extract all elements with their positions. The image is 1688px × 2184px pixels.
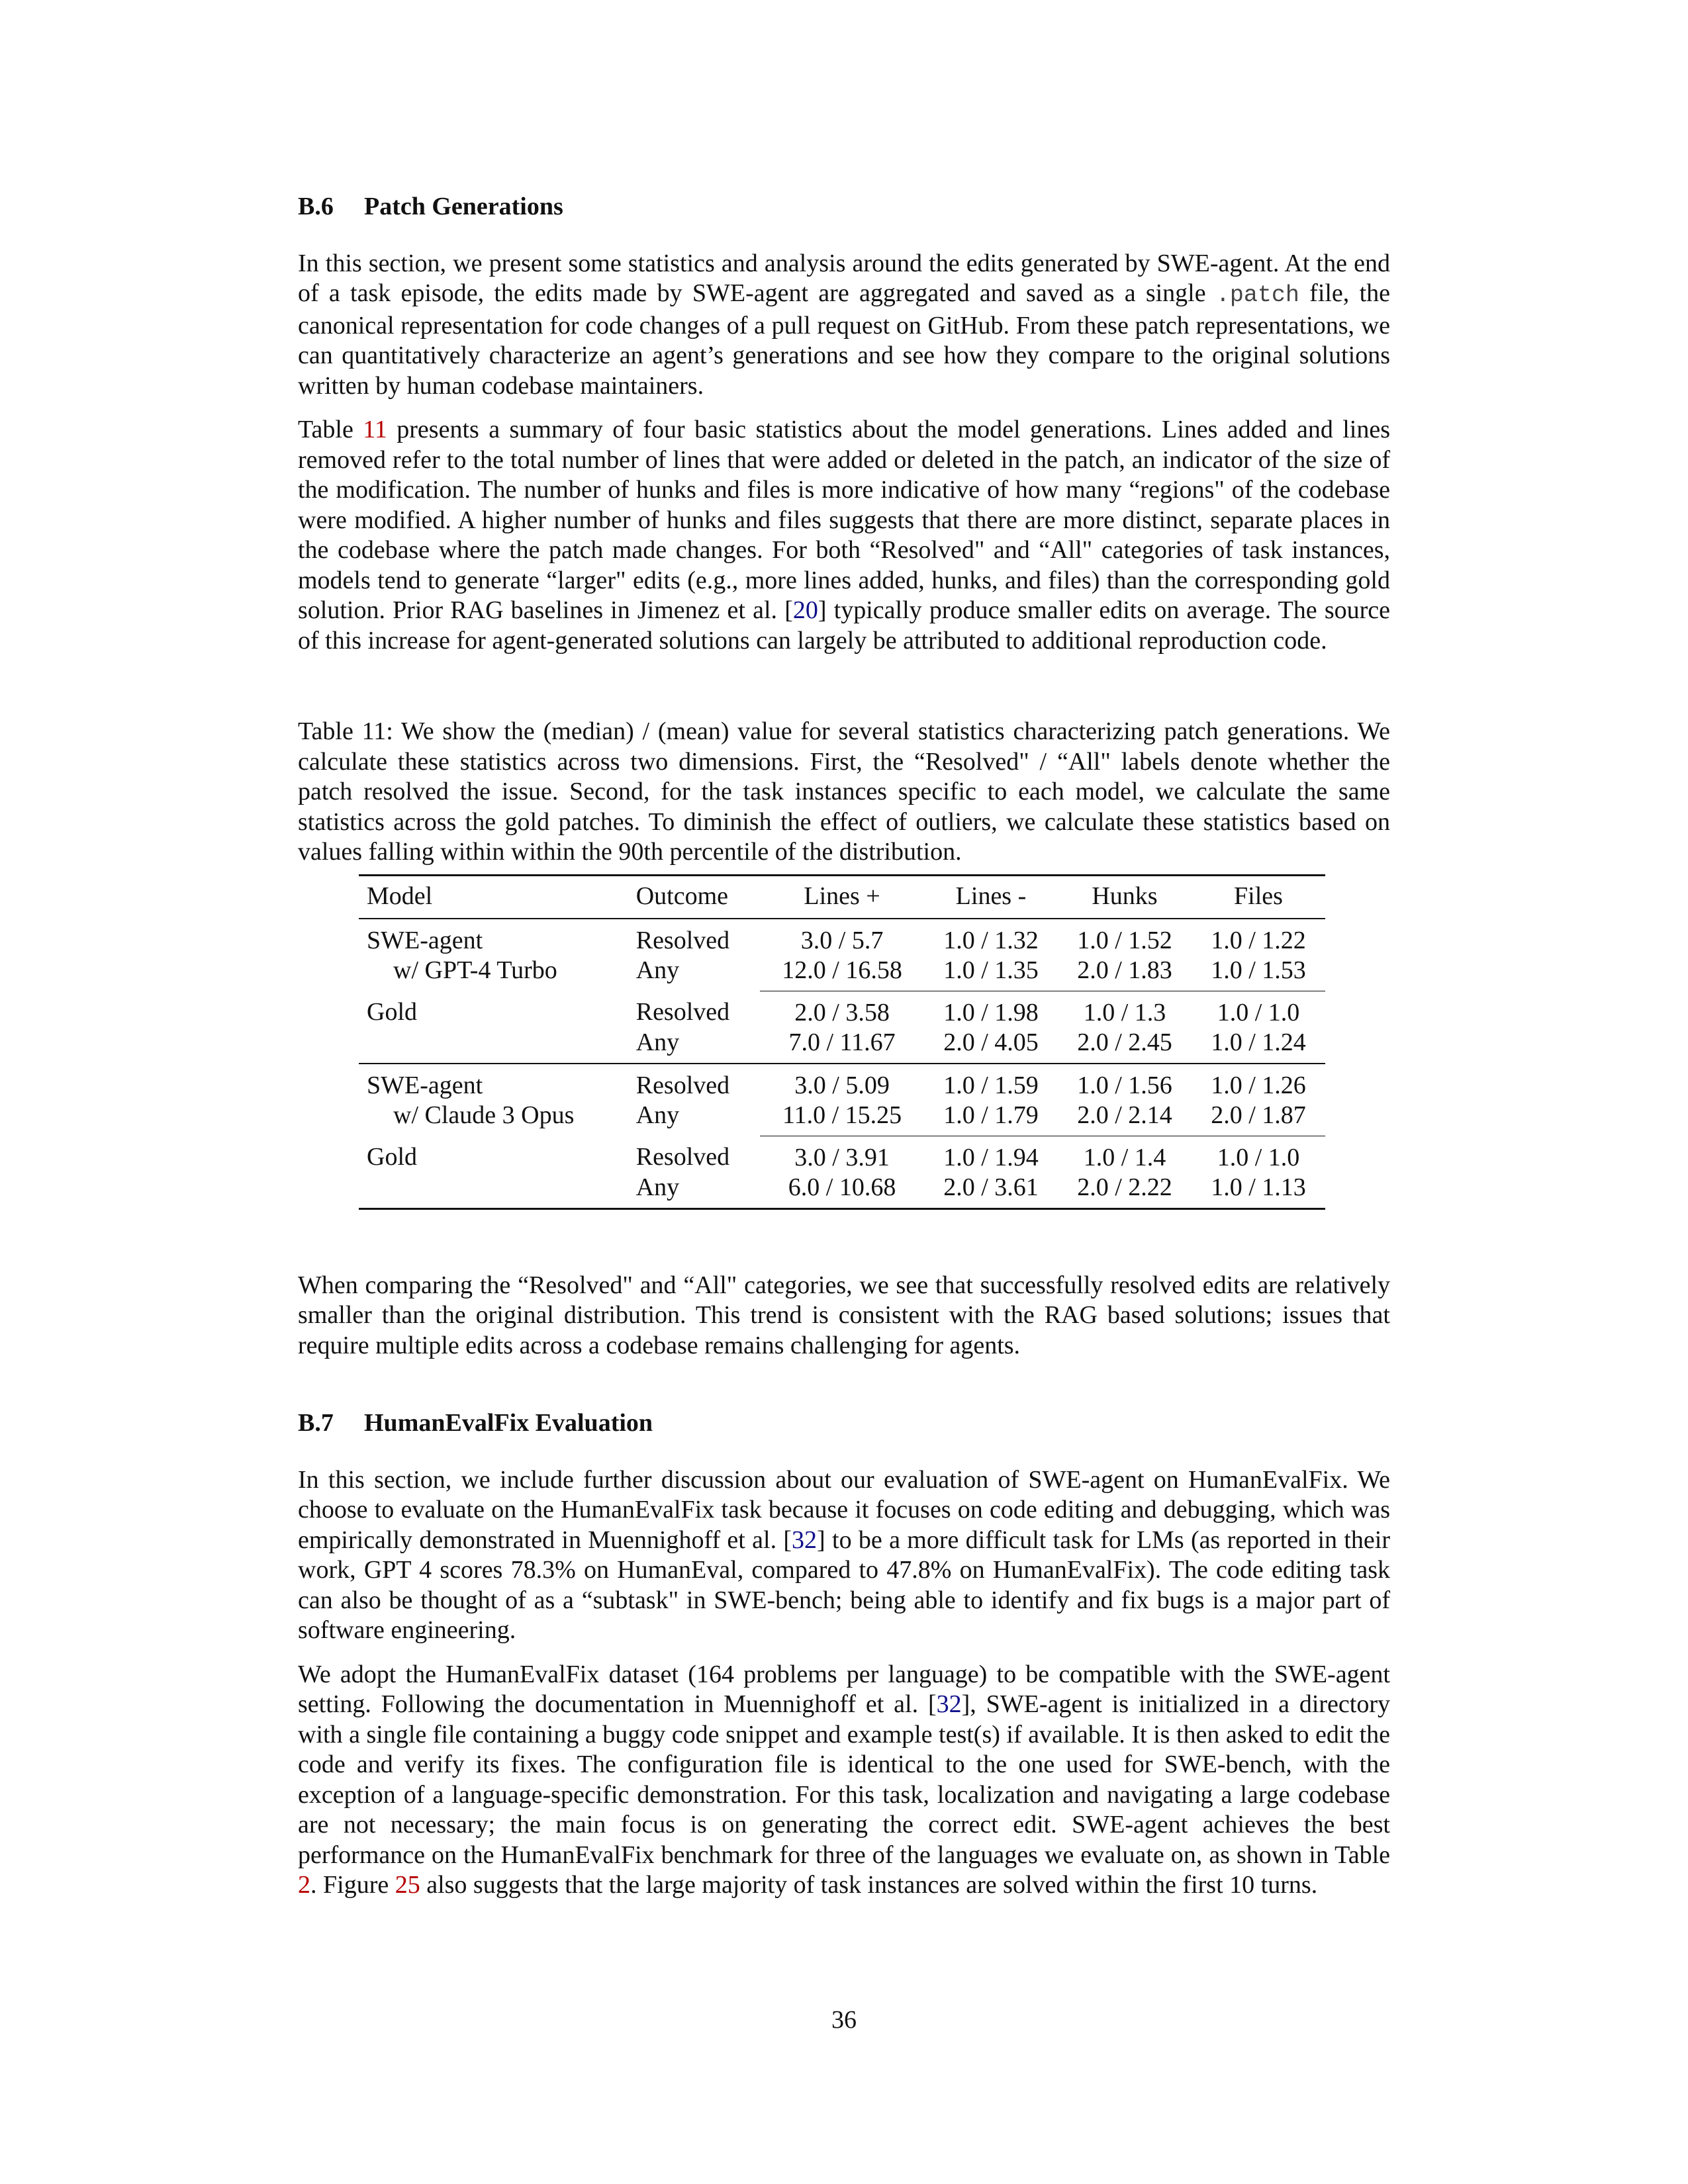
value-cell: 1.0 / 1.13 xyxy=(1211,1173,1306,1201)
value-cell: 1.0 / 1.94 xyxy=(943,1143,1039,1171)
citation-link[interactable]: 20 xyxy=(792,596,818,624)
value-cell: 2.0 / 2.45 xyxy=(1058,1028,1192,1064)
outcome-cell: Resolved xyxy=(635,1071,730,1099)
column-header: Lines + xyxy=(760,875,924,919)
results-table xyxy=(359,874,1325,1210)
model-cell xyxy=(359,1101,628,1136)
text-run: ], SWE-agent is initialized in a directory with a single file containing a buggy code snippet and example test(s) if available. It is then asked to edit the code and verify its fixes. The configuration file is identical to the one used for SWE-bench, with the exception of a language-specific demonstration. For this task, localization and navigating a large codebase are not necessary; the main focus is on generating the correct edit. SWE-agent achieves the best performance on the HumanEvalFix benchmark for three of the languages we evaluate on, as shown in Table xyxy=(298,1690,1390,1869)
value-cell: 2.0 / 3.61 xyxy=(943,1173,1039,1201)
value-cell: 1.0 / 1.24 xyxy=(1192,1028,1325,1064)
value-cell: 1.0 / 1.0 xyxy=(1217,1143,1300,1171)
outcome-cell: Any xyxy=(628,1028,760,1064)
value-cell: 1.0 / 1.3 xyxy=(1083,998,1166,1026)
column-header: Model xyxy=(359,875,628,919)
value-cell: 2.0 / 3.58 xyxy=(794,998,890,1026)
value-cell: 6.0 / 10.68 xyxy=(788,1173,896,1201)
text-run: . Figure xyxy=(310,1871,395,1899)
paragraph xyxy=(298,1660,1390,1901)
value-cell: 1.0 / 1.53 xyxy=(1192,956,1325,991)
value-cell: 12.0 / 16.58 xyxy=(760,956,924,991)
table-header-row xyxy=(359,875,1325,919)
paragraph xyxy=(298,415,1390,656)
text-run: ] typically produce smaller edits on average. The source of this increase for agent-generated solutions can largely be attributed to additional reproduction code. xyxy=(298,596,1391,655)
text-run: In this section, we present some statistics and analysis around the edits generated by SWE-agent. At the end of a task episode, the edits made by SWE-agent are aggregated and saved as a single xyxy=(298,249,1390,307)
table-reference-link[interactable]: 11 xyxy=(363,416,387,443)
section-number: B.6 xyxy=(298,193,334,220)
paragraph xyxy=(298,1465,1390,1646)
value-cell: 2.0 / 2.22 xyxy=(1077,1173,1172,1201)
value-cell: 3.0 / 5.09 xyxy=(794,1071,890,1099)
outcome-cell: Resolved xyxy=(635,1143,730,1171)
column-header: Files xyxy=(1192,875,1325,919)
model-cell: SWE-agent xyxy=(367,926,483,954)
inline-code: .patch xyxy=(1215,282,1299,308)
value-cell: 1.0 / 1.35 xyxy=(924,956,1058,991)
outcome-cell: Resolved xyxy=(635,926,730,954)
text-run: presents a summary of four basic statistics about the model generations. Lines added and lines removed refer to the total number of lines that were added or deleted in the patch, an indicator of the size of the modification. The number of hunks and files is more indicative of how many “regions" of the codebase were modified. A higher number of hunks and files suggests that there are more distinct, separate places in the codebase where the patch made changes. For both “Resolved" and “All" categories of task instances, models tend to generate “larger" edits (e.g., more lines added, hunks, and files) than the corresponding gold solution. Prior RAG baselines in Jimenez et al. [ xyxy=(298,416,1390,624)
value-cell: 2.0 / 1.87 xyxy=(1192,1101,1325,1136)
value-cell: 1.0 / 1.32 xyxy=(943,926,1039,954)
section-title: Patch Generations xyxy=(364,193,563,220)
figure-reference-link[interactable]: 25 xyxy=(395,1871,420,1899)
value-cell: 2.0 / 4.05 xyxy=(924,1028,1058,1064)
page-number: 36 xyxy=(831,2006,857,2034)
text-run: In this section, we include further discussion about our evaluation of SWE-agent on HumanEvalFix. We choose to evaluate on the HumanEvalFix task because it focuses on code editing and debugging, which was empirically demonstrated in Muennighoff et al. [ xyxy=(298,1465,1390,1554)
paragraph: When comparing the “Resolved" and “All" categories, we see that successfully resolved edits are relatively smaller than the original distribution. This trend is consistent with the RAG based solutions; issues that require multiple edits across a codebase remains challenging for agents. xyxy=(298,1271,1390,1359)
paragraph xyxy=(298,249,1390,402)
page-content xyxy=(298,192,1390,1915)
value-cell: 1.0 / 1.52 xyxy=(1077,926,1172,954)
model-cell: SWE-agent xyxy=(367,1071,483,1099)
value-cell: 2.0 / 2.14 xyxy=(1058,1101,1192,1136)
value-cell: 1.0 / 1.26 xyxy=(1211,1071,1306,1099)
section-heading-b7 xyxy=(298,1408,1390,1439)
column-header: Hunks xyxy=(1058,875,1192,919)
value-cell: 3.0 / 5.7 xyxy=(800,926,884,954)
value-cell: 1.0 / 1.0 xyxy=(1217,998,1300,1026)
model-cell xyxy=(359,1028,628,1064)
table-row xyxy=(359,1028,1325,1064)
value-cell: 1.0 / 1.4 xyxy=(1083,1143,1166,1171)
table-row xyxy=(359,1101,1325,1136)
text-run: file, the canonical representation for code changes of a pull request on GitHub. From these patch representations, we can quantitatively characterize an agent’s generations and see how they compare to the original solutions written by human codebase maintainers. xyxy=(298,279,1390,400)
outcome-cell: Resolved xyxy=(635,998,730,1026)
section-number: B.7 xyxy=(298,1409,334,1437)
outcome-cell: Any xyxy=(635,1101,680,1129)
value-cell: 2.0 / 1.83 xyxy=(1058,956,1192,991)
column-header: Lines - xyxy=(924,875,1058,919)
value-cell: 11.0 / 15.25 xyxy=(760,1101,924,1136)
outcome-cell: Any xyxy=(635,956,680,984)
section-title: HumanEvalFix Evaluation xyxy=(364,1409,653,1437)
text-run: Table xyxy=(298,416,363,443)
table-row xyxy=(359,1136,1325,1173)
section-heading-b6 xyxy=(298,192,1390,222)
text-run: ] to be a more difficult task for LMs (as reported in their work, GPT 4 scores 78.3% on HumanEval, compared to 47.8% on HumanEvalFix). The code editing task can also be thought of as a “subtask" in SWE-bench; being able to identify and fix bugs is a major part of software engineering. xyxy=(298,1525,1390,1644)
value-cell: 7.0 / 11.67 xyxy=(760,1028,924,1064)
value-cell: 1.0 / 1.56 xyxy=(1077,1071,1172,1099)
value-cell: 1.0 / 1.59 xyxy=(943,1071,1039,1099)
citation-link[interactable]: 32 xyxy=(792,1525,818,1554)
model-cell: Gold xyxy=(367,1143,417,1171)
text-run: We adopt the HumanEvalFix dataset (164 problems per language) to be compatible with the SWE-agent setting. Following the documentation in Muennighoff et al. [ xyxy=(298,1660,1390,1718)
column-header: Outcome xyxy=(628,875,760,919)
table-row xyxy=(359,1064,1325,1101)
table-row xyxy=(359,956,1325,991)
value-cell: 1.0 / 1.22 xyxy=(1211,926,1306,954)
text-run: also suggests that the large majority of task instances are solved within the first 10 turns. xyxy=(420,1871,1318,1899)
value-cell: 3.0 / 3.91 xyxy=(794,1143,890,1171)
table-reference-link[interactable]: 2 xyxy=(298,1871,310,1899)
value-cell: 1.0 / 1.79 xyxy=(924,1101,1058,1136)
table-row xyxy=(359,1173,1325,1209)
model-subtitle: w/ GPT-4 Turbo xyxy=(393,956,557,984)
model-cell: Gold xyxy=(367,998,417,1026)
model-cell xyxy=(359,1173,628,1209)
model-cell xyxy=(359,956,628,991)
table-row xyxy=(359,919,1325,956)
table-row xyxy=(359,991,1325,1028)
table-caption: Table 11: We show the (median) / (mean) value for several statistics characterizing patch generations. We calculate these statistics across two dimensions. First, the “Resolved" / “All" labels denote whether the patch resolved the issue. Second, for the task instances specific to each model, we calculate the same statistics across the gold patches. To diminish the effect of outliers, we calculate these statistics based on values falling within within the 90th percentile of the distribution. xyxy=(298,717,1390,866)
model-subtitle: w/ Claude 3 Opus xyxy=(393,1101,575,1129)
outcome-cell: Any xyxy=(635,1173,680,1201)
citation-link[interactable]: 32 xyxy=(936,1690,962,1718)
value-cell: 1.0 / 1.98 xyxy=(943,998,1039,1026)
